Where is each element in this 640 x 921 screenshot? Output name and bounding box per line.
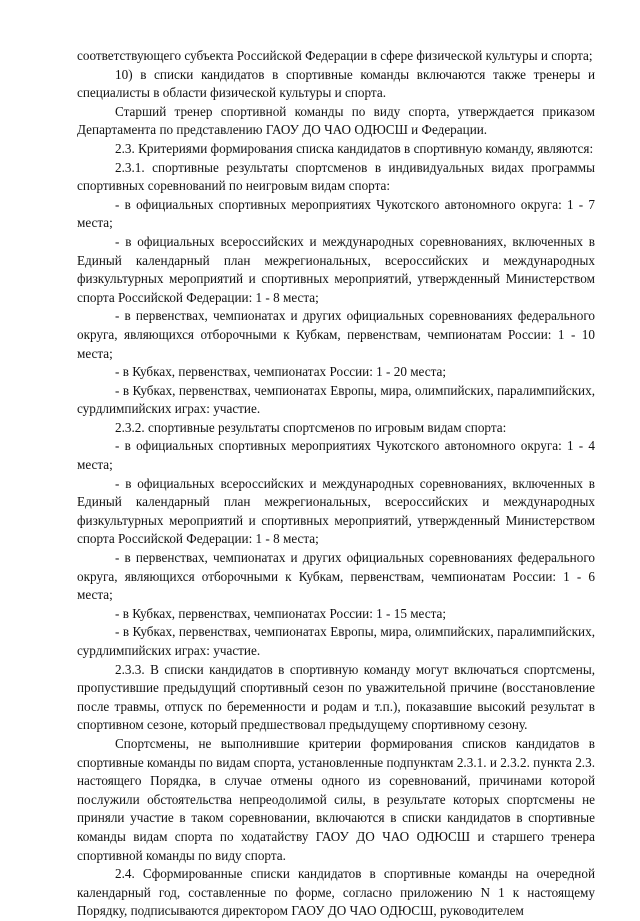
- list-item: - в первенствах, чемпионатах и других официальных соревнованиях федерального округа, являющихся отборочными к Кубкам, первенствам, чемпионатам России: 1 - 10 места;: [77, 308, 595, 361]
- paragraph: 2.3.3. В списки кандидатов в спортивную команду могут включаться спортсмены, пропустившие предыдущий спортивный сезон по уважительной причине (восстановление после травмы, отпуск по беременности и родам и т.п.), показавшие высокий результат в спортивном сезоне, который предшествовал предыдущему спортивному сезону.: [77, 661, 595, 733]
- list-item: - в Кубках, первенствах, чемпионатах Европы, мира, олимпийских, паралимпийских, сурдлимпийских играх: участие.: [77, 624, 595, 658]
- document-body: [77, 47, 595, 921]
- list-item: - в первенствах, чемпионатах и других официальных соревнованиях федерального округа, являющихся отборочными к Кубкам, первенствам, чемпионатам России: 1 - 6 места;: [77, 550, 595, 603]
- list-item: - в Кубках, первенствах, чемпионатах России: 1 - 20 места;: [115, 364, 447, 380]
- paragraph: 2.3.1. спортивные результаты спортсменов в индивидуальных видах программы спортивных соревнований по неигровым видам спорта:: [77, 159, 595, 194]
- list-item: - в официальных спортивных мероприятиях Чукотского автономного округа: 1 - 7 места;: [77, 196, 595, 231]
- paragraph: 2.3. Критериями формирования списка кандидатов в спортивную команду, являются:: [115, 140, 594, 156]
- paragraph: Спортсмены, не выполнившие критерии формирования списков кандидатов в спортивные команды по видам спорта, установленные подпунктам 2.3.1. и 2.3.2. пункта 2.3. настоящего Порядка, в случае отмены одного из соревнований, причинами которой послужили обстоятельства непреодолимой силы, в результате которых спортсмены не приняли участие в таком соревновании, включаются в списки кандидатов в спортивные команды видам спорта по ходатайству ГАОУ ДО ЧАО ОДЮСШ и старшего тренера спортивной команды по виду спорта.: [77, 735, 595, 863]
- list-item: - в официальных всероссийских и международных соревнованиях, включенных в Единый календарный план межрегиональных, всероссийских и международных физкультурных мероприятий и спортивных мероприятий, утвержденный Министерством спорта Российской Федерации: 1 - 8 места;: [77, 475, 595, 547]
- paragraph: 2.3.2. спортивные результаты спортсменов по игровым видам спорта:: [115, 419, 507, 435]
- paragraph: 2.4. Сформированные списки кандидатов в спортивные команды на очередной календарный год, составленные по форме, согласно приложению N 1 к настоящему Порядку, подписываются директором ГАОУ ДО ЧАО ОДЮСШ, руководителем: [77, 866, 595, 919]
- list-item: - в Кубках, первенствах, чемпионатах Европы, мира, олимпийских, паралимпийских, сурдлимпийских играх: участие.: [77, 382, 595, 417]
- list-item: - в официальных спортивных мероприятиях Чукотского автономного округа: 1 - 4 места;: [77, 438, 595, 473]
- list-item: - в Кубках, первенствах, чемпионатах России: 1 - 15 места;: [115, 605, 447, 621]
- list-item: - в официальных всероссийских и международных соревнованиях, включенных в Единый календарный план межрегиональных, всероссийских и международных физкультурных мероприятий и спортивных мероприятий, утвержденный Министерством спорта Российской Федерации: 1 - 8 места;: [77, 233, 595, 305]
- paragraph: соответствующего субъекта Российской Федерации в сфере физической культуры и спорта;: [77, 48, 593, 63]
- paragraph: 10) в списки кандидатов в спортивные команды включаются также тренеры и специалисты в области физической культуры и спорта.: [77, 66, 595, 101]
- paragraph: Старший тренер спортивной команды по виду спорта, утверждается приказом Департамента по представлению ГАОУ ДО ЧАО ОДЮСШ и Федерации.: [77, 103, 595, 138]
